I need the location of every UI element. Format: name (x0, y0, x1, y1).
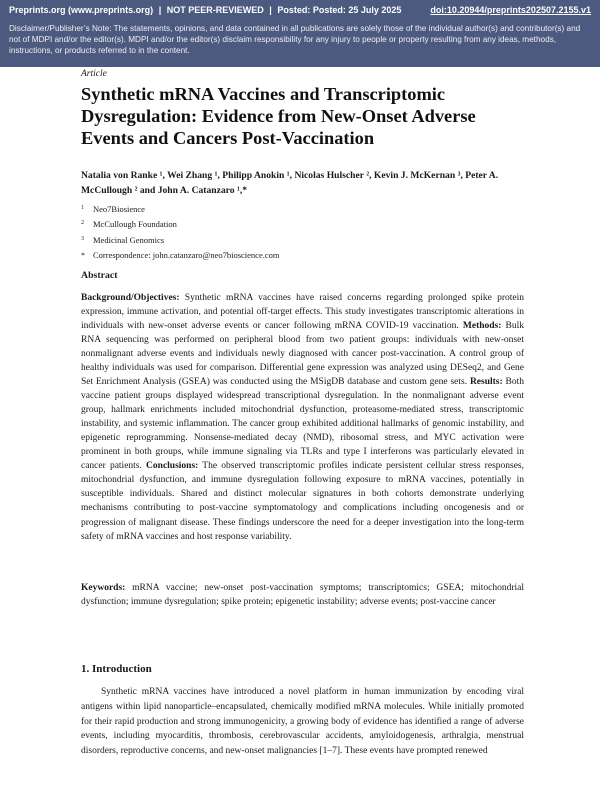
banner-header (9, 5, 591, 19)
affiliation-mark: 3 (81, 235, 84, 242)
affiliation-text: McCullough Foundation (93, 219, 177, 230)
banner-separator: | (269, 5, 272, 15)
abstract-conclusions-label: Conclusions: (146, 461, 199, 472)
article-type: Article (81, 69, 107, 79)
keywords-label: Keywords: (81, 583, 126, 593)
banner-status: NOT PEER-REVIEWED (166, 5, 264, 15)
banner-separator: | (158, 5, 162, 15)
correspondence-text[interactable]: Correspondence: john.catanzaro@neo7bioscience.com (93, 250, 280, 261)
affiliation-item (81, 233, 524, 248)
abstract-background-label: Background/Objectives: (81, 293, 180, 303)
affiliation-item (81, 202, 524, 217)
author-list: Natalia von Ranke ¹, Wei Zhang ¹, Philipp Anokin ¹, Nicolas Hulscher ², Kevin J. McKernan ³, Peter A. McCullough ² and John A. Catanzaro ¹,* (81, 170, 499, 196)
affiliation-text: Neo7Biosience (93, 204, 145, 214)
abstract-results-text: Both vaccine patient groups displayed widespread transcriptional dysregulation. In the nonmalignant adverse event group, hallmark enrichments included mitochondrial dysfunction, proteasome-mediated stress, transcriptomic instability, and systemic inflammation. The cancer group exhibited additional hallmarks of genomic instability, and epigenetic reprogramming. Nonsense-mediated decay (NMD), ribosomal stress, and MYC activation were prominent in both groups, while immune signaling via TLRs and type I interferons was particularly elevated in cancer patients. (81, 377, 524, 472)
paper-title: Synthetic mRNA Vaccines and Transcriptomic Dysregulation: Evidence from New-Onset Adverse Events and Cancers Post-Vaccination (81, 84, 476, 148)
abstract-body (81, 291, 524, 544)
abstract-methods-label: Methods: (462, 321, 502, 332)
abstract-methods-text: Bulk RNA sequencing was performed on peripheral blood from two patient groups: individuals with new-onset nonmalignant adverse events and individuals newly diagnosed with cancer post-vaccination. A control group of healthy individuals was used for comparison. Differential gene expression was analyzed using DESeq2, and Gene Set Enrichment Analysis (GSEA) was conducted using the MSigDB database and custom gene sets. (81, 321, 524, 388)
introduction-paragraph: Synthetic mRNA vaccines have introduced a novel platform in human immunization by encoding viral antigens within lipid nanoparticle–encapsulated, chemically modified mRNA molecules. While initially promoted for their rapid production and strong immunogenicity, a growing body of evidence has identified a range of adverse events, including myocarditis, thrombosis, cerebrovascular accidents, amyloidogenesis, arthralgia, menstrual disorders, reproductive concerns, and new-onset malignancies [1–7]. These events have prompted renewed (81, 687, 524, 757)
affiliation-list (81, 202, 524, 264)
keywords-text: mRNA vaccine; new-onset post-vaccination symptoms; transcriptomics; GSEA; mitochondrial dysfunction; immune dysregulation; spike protein; epigenetic instability; adverse events; post-vaccine cancer (81, 583, 524, 608)
abstract-background-text: Synthetic mRNA vaccines have raised concerns regarding prolonged spike protein expression, immune activation, and potential off-target effects. This study investigates transcriptomic alterations in individuals with new-onset adverse events or cancer following mRNA COVID-19 vaccination. (81, 293, 524, 332)
correspondence-mark: * (81, 251, 85, 261)
keywords (81, 581, 524, 609)
publisher-disclaimer: Disclaimer/Publisher’s Note: The statements, opinions, and data contained in all publications are solely those of the individual author(s) and contributor(s) and not of MDPI and/or the editor(s). MDPI and/or the editor(s) disclaim responsibility for any injury to people or property resulting from any ideas, methods, instructions, or products referred to in the content. (9, 24, 581, 55)
affiliation-text: Medicinal Genomics (93, 234, 165, 245)
banner-source-link[interactable]: Preprints.org (www.preprints.org) (9, 5, 154, 15)
affiliation-mark: 1 (81, 205, 84, 211)
abstract-results-label: Results: (469, 377, 503, 388)
correspondence-item (81, 248, 524, 263)
affiliation-item (81, 217, 524, 232)
banner-posted-date: Posted: Posted: 25 July 2025 (277, 5, 402, 15)
preprint-banner (0, 0, 600, 67)
abstract-conclusions-text: The observed transcriptomic profiles indicate persistent cellular stress responses, mitochondrial dysfunction, and immune dysregulation following exposure to mRNA vaccines, potentially in susceptible individuals. Shared and distinct molecular signatures in both cohorts demonstrate underlying mechanisms contributing to post-vaccine symptomatology and complications including oncogenesis and or progression of malignant disease. These findings underscore the need for a deeper investigation into the long-term safety of mRNA vaccines and host response variability. (81, 461, 524, 542)
affiliation-mark: 2 (81, 220, 84, 227)
doi-link[interactable]: doi:10.20944/preprints202507.2155.v1 (430, 5, 591, 15)
section-heading-introduction: 1. Introduction (81, 663, 152, 675)
abstract-heading: Abstract (81, 270, 118, 281)
